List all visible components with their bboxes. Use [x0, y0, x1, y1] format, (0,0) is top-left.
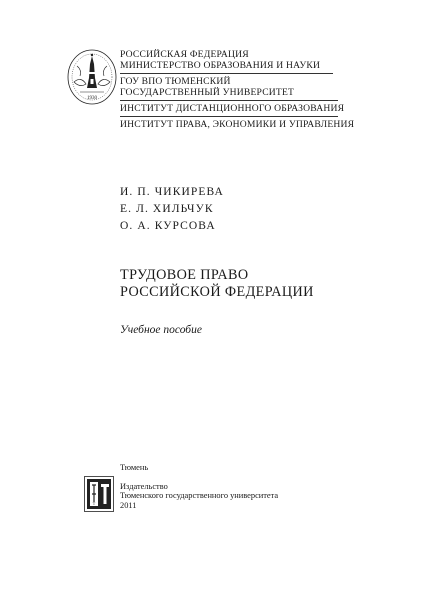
- publisher-logo-letter: Т: [92, 501, 96, 506]
- header-divider: [120, 100, 338, 101]
- header-line-gou: ГОУ ВПО ТЮМЕНСКИЙ: [120, 76, 231, 87]
- header-divider: [120, 73, 333, 74]
- publisher-name: Тюменского государственного университета: [120, 491, 279, 500]
- author-name: Е. Л. ХИЛЬЧУК: [120, 203, 214, 215]
- header-line-distance-institute: ИНСТИТУТ ДИСТАНЦИОННОГО ОБРАЗОВАНИЯ: [120, 103, 345, 114]
- book-genre: Учебное пособие: [120, 324, 202, 336]
- header-line-law-institute: ИНСТИТУТ ПРАВА, ЭКОНОМИКИ И УПРАВЛЕНИЯ: [120, 119, 355, 130]
- title-line: ТРУДОВОЕ ПРАВО: [120, 267, 249, 283]
- publisher-logo-icon: [84, 476, 114, 512]
- header-line-federation: РОССИЙСКАЯ ФЕДЕРАЦИЯ: [120, 49, 249, 60]
- emblem-year: 1930: [87, 96, 97, 101]
- title-line: РОССИЙСКОЙ ФЕДЕРАЦИИ: [120, 284, 314, 300]
- header-divider: [120, 116, 338, 117]
- author-name: О. А. КУРСОВА: [120, 220, 216, 232]
- header-line-ministry: МИНИСТЕРСТВО ОБРАЗОВАНИЯ И НАУКИ: [120, 60, 321, 71]
- publisher-label: Издательство: [120, 482, 168, 491]
- university-emblem-icon: [66, 48, 118, 106]
- publisher-city: Тюмень: [120, 463, 149, 472]
- author-name: И. П. ЧИКИРЕВА: [120, 186, 224, 198]
- header-line-university: ГОСУДАРСТВЕННЫЙ УНИВЕРСИТЕТ: [120, 87, 295, 98]
- publication-year: 2011: [120, 501, 137, 510]
